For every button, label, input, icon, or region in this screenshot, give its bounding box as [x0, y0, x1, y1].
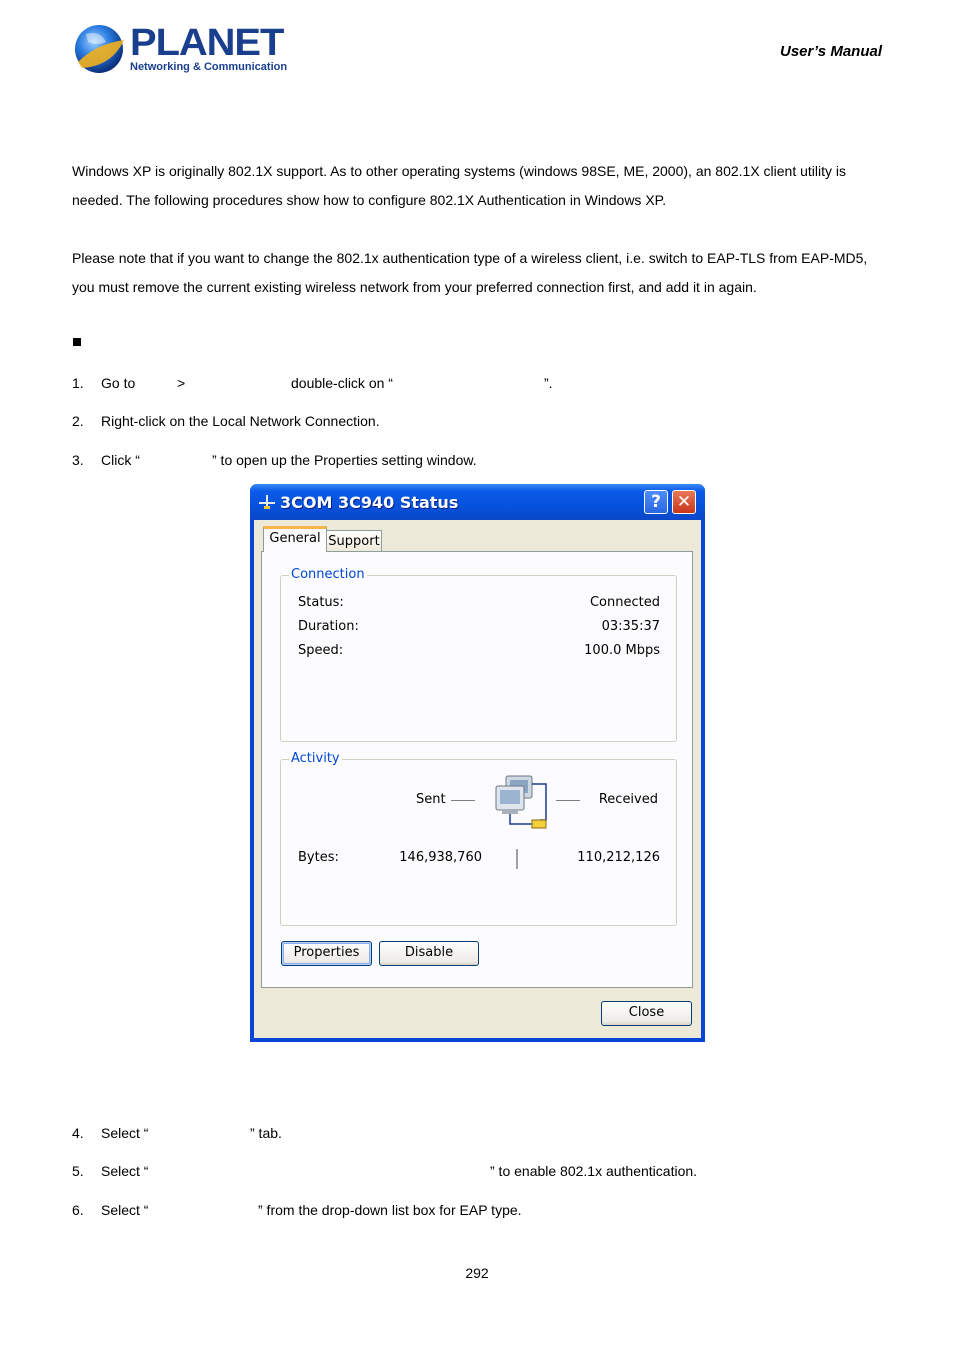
- globe-icon: [72, 22, 126, 76]
- status-label: Status:: [298, 595, 344, 610]
- intro-line-3: Please note that if you want to change the 802.1x authentication type of a wireless client, i.e. switch to EAP-TLS from EAP-MD5,: [72, 250, 868, 266]
- activity-group-title: Activity: [291, 751, 340, 766]
- close-window-button[interactable]: ✕: [672, 490, 696, 514]
- status-dialog: [250, 484, 705, 1042]
- intro-line-4: you must remove the current existing wireless network from your preferred connection first, and add it in again.: [72, 279, 757, 295]
- section-bullet: [73, 338, 81, 346]
- properties-button[interactable]: Properties: [281, 941, 372, 966]
- bytes-label: Bytes:: [298, 850, 339, 865]
- bytes-divider: [516, 849, 518, 869]
- step-text: ” to open up the Properties setting window.: [212, 452, 477, 468]
- planet-logo: [72, 20, 288, 78]
- status-value: Connected: [589, 595, 660, 610]
- step-text: Click “: [101, 452, 140, 468]
- step-text: ”.: [544, 375, 553, 391]
- connection-group-title: Connection: [291, 567, 365, 582]
- speed-label: Speed:: [298, 643, 344, 658]
- step-number: 1.: [72, 375, 84, 391]
- duration-label: Duration:: [298, 619, 359, 634]
- tab-panel-general: [261, 551, 693, 988]
- step-text: ” to enable 802.1x authentication.: [490, 1163, 698, 1179]
- network-computers-icon: [488, 772, 554, 836]
- step-number: 3.: [72, 452, 84, 468]
- help-button[interactable]: ?: [644, 490, 668, 514]
- step-text: Right-click on the Local Network Connection.: [101, 413, 380, 429]
- received-line: [556, 800, 580, 801]
- step-number: 6.: [72, 1202, 84, 1218]
- disable-button[interactable]: Disable: [379, 941, 479, 966]
- network-connection-icon: [258, 494, 276, 510]
- step-number: 4.: [72, 1125, 84, 1141]
- logo-tagline: Networking & Communication: [130, 61, 288, 73]
- activity-group: [280, 759, 677, 926]
- received-label: Received: [598, 792, 658, 807]
- step-text: double-click on “: [291, 375, 393, 391]
- dialog-client-area: [254, 520, 701, 1038]
- step-number: 2.: [72, 413, 84, 429]
- bytes-sent-value: 146,938,760: [399, 850, 482, 865]
- sent-line: [451, 800, 475, 801]
- bytes-received-value: 110,212,126: [577, 850, 660, 865]
- tab-support[interactable]: Support: [326, 530, 382, 552]
- sent-label: Sent: [416, 792, 446, 807]
- step-text: Select “: [101, 1125, 149, 1141]
- duration-value: 03:35:37: [601, 619, 660, 634]
- step-text: >: [177, 375, 186, 391]
- step-text: ” from the drop-down list box for EAP type.: [258, 1202, 522, 1218]
- step-text: ” tab.: [250, 1125, 282, 1141]
- intro-line-2: needed. The following procedures show how to configure 802.1X Authentication in Windows XP.: [72, 192, 667, 208]
- speed-value: 100.0 Mbps: [584, 643, 660, 658]
- step-text: Go to: [101, 375, 136, 391]
- close-button[interactable]: Close: [601, 1001, 692, 1026]
- step-number: 5.: [72, 1163, 84, 1179]
- intro-line-1: Windows XP is originally 802.1X support. As to other operating systems (windows 98SE, ME, 2000), an 802.1X client utility is: [72, 163, 847, 179]
- page-number: 292: [465, 1265, 489, 1281]
- manual-label: User’s Manual: [780, 43, 882, 60]
- step-text: Select “: [101, 1202, 149, 1218]
- logo-wordmark: PLANET: [130, 22, 284, 64]
- tab-general[interactable]: General: [263, 526, 327, 552]
- dialog-title: 3COM 3C940 Status: [280, 493, 459, 512]
- dialog-titlebar[interactable]: [250, 484, 705, 520]
- step-text: Select “: [101, 1163, 149, 1179]
